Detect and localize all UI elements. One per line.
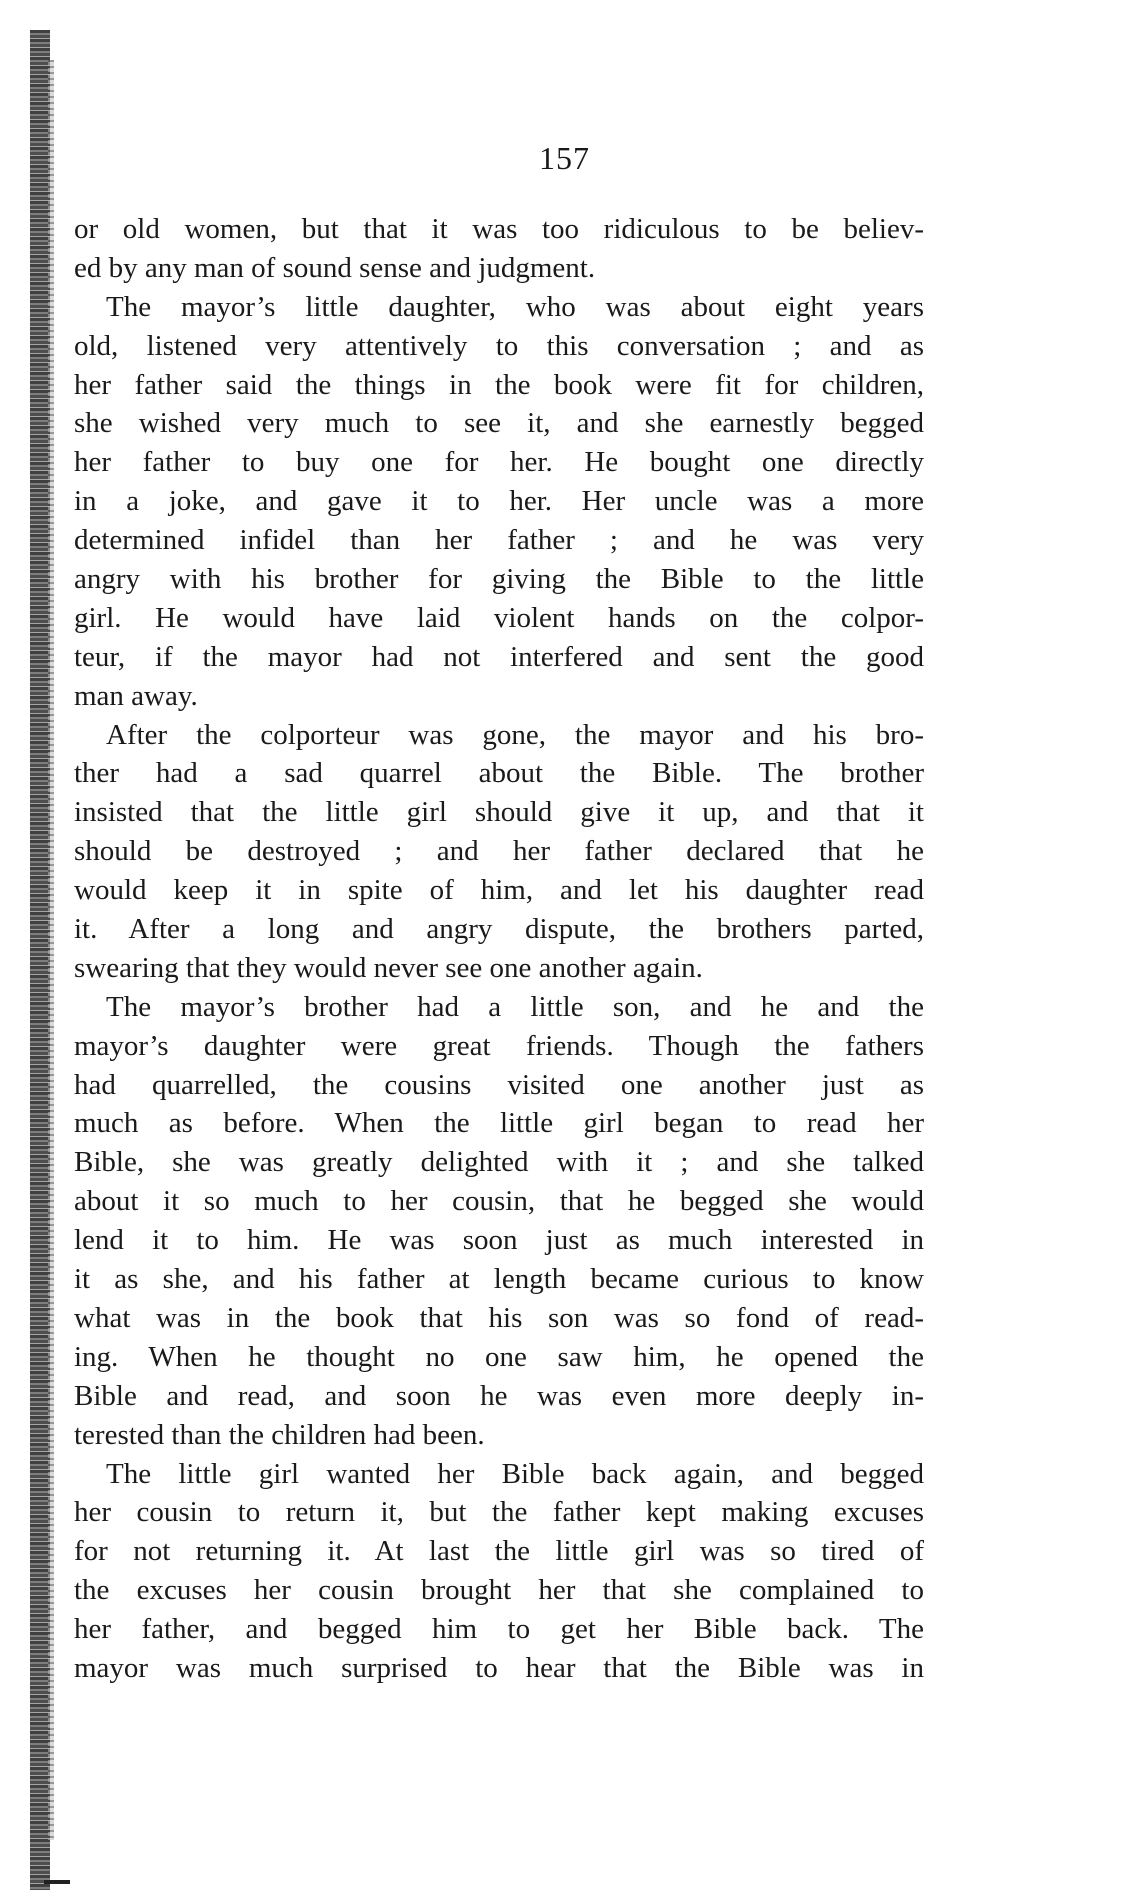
text-line: had quarrelled, the cousins visited one another just as [74,1068,924,1101]
text-line: The mayor’s little daughter, who was about eight years [106,290,924,323]
page-binding-foot [44,1880,70,1884]
text-line: terested than the children had been. [74,1418,485,1451]
text-line: what was in the book that his son was so fond of read- [74,1301,924,1334]
text-line: determined infidel than her father ; and he was very [74,524,924,557]
text-line: her father to buy one for her. He bought one directly [74,446,924,479]
page-binding-edge [30,30,50,1890]
text-line: mayor was much surprised to hear that the Bible was in [74,1651,924,1684]
text-line: Bible, she was greatly delighted with it ; and she talked [74,1146,924,1179]
page-number: 157 [539,140,590,176]
text-line: ther had a sad quarrel about the Bible. The brother [74,757,924,790]
text-line: swearing that they would never see one another again. [74,951,703,984]
text-line: ing. When he thought no one saw him, he opened the [74,1340,924,1373]
body-text [74,210,924,1688]
text-line: her father, and begged him to get her Bible back. The [74,1613,924,1646]
text-line: about it so much to her cousin, that he begged she would [74,1185,924,1218]
text-line: man away. [74,679,198,712]
text-line: insisted that the little girl should give it up, and that it [74,796,924,829]
text-line: it. After a long and angry dispute, the brothers parted, [74,913,924,946]
text-line: angry with his brother for giving the Bible to the little [74,563,924,596]
text-line: for not returning it. At last the little girl was so tired of [74,1535,924,1568]
text-line: After the colporteur was gone, the mayor and his bro- [106,718,924,751]
text-line: old, listened very attentively to this conversation ; and as [74,329,924,362]
text-line: lend it to him. He was soon just as much interested in [74,1224,924,1257]
text-line: mayor’s daughter were great friends. Though the fathers [74,1029,924,1062]
text-line: should be destroyed ; and her father declared that he [74,835,924,868]
text-line: it as she, and his father at length became curious to know [74,1263,924,1296]
text-line: The little girl wanted her Bible back again, and begged [106,1457,924,1490]
text-line: Bible and read, and soon he was even more deeply in- [74,1379,924,1412]
text-line: The mayor’s brother had a little son, and he and the [106,990,924,1023]
text-line: teur, if the mayor had not interfered and sent the good [74,640,924,673]
page-binding-shadow [48,60,54,1840]
text-line: the excuses her cousin brought her that she complained to [74,1574,924,1607]
text-line: much as before. When the little girl began to read her [74,1107,924,1140]
text-line: in a joke, and gave it to her. Her uncle was a more [74,485,924,518]
text-line: her father said the things in the book were fit for children, [74,368,924,401]
text-line: would keep it in spite of him, and let his daughter read [74,874,924,907]
text-line: she wished very much to see it, and she earnestly begged [74,407,924,440]
text-line: her cousin to return it, but the father kept making excuses [74,1496,924,1529]
text-line: ed by any man of sound sense and judgment. [74,251,596,284]
text-line: girl. He would have laid violent hands on the colpor- [74,601,924,634]
text-line: or old women, but that it was too ridiculous to be believ- [74,213,924,245]
